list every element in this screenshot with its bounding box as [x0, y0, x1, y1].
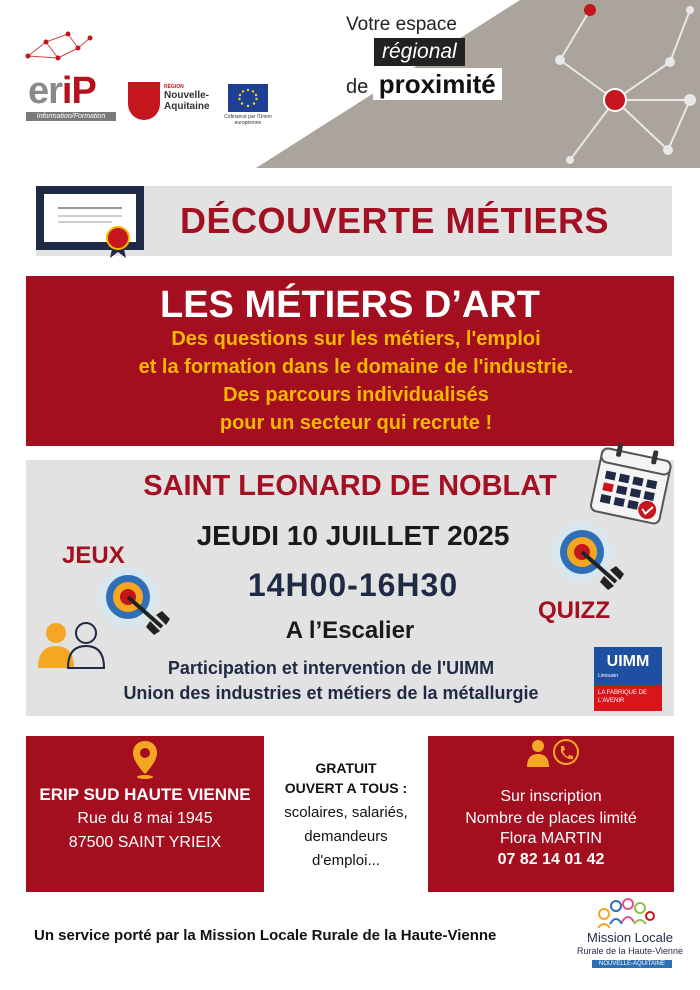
participation-line-2: Union des industries et métiers de la métallurgie [123, 683, 539, 703]
people-group-icon [596, 898, 656, 928]
mission-locale-logo [576, 898, 686, 978]
mission-locale-sub: Rurale de la Haute-Vienne [577, 946, 683, 956]
location-pin-icon [132, 740, 158, 780]
event-time: 14H00-16H30 [247, 567, 459, 603]
main-line-3: Des parcours individualisés [223, 384, 489, 406]
decouverte-title: DÉCOUVERTE MÉTIERS [180, 200, 610, 241]
target-icon [550, 520, 630, 592]
mission-locale-region: NOUVELLE-AQUITAINE [592, 960, 672, 968]
tagline-line-1: Votre espace [346, 14, 457, 35]
phone-contact-icon [526, 738, 582, 768]
region-logo: RÉGION Nouvelle-Aquitaine [128, 82, 216, 122]
jeux-label: JEUX [62, 542, 125, 569]
uimm-logo: UIMM Limousin LA FABRIQUE DE L'AVENIR [594, 647, 662, 711]
event-date: JEUDI 10 JUILLET 2025 [196, 520, 510, 551]
contact-phone[interactable]: 07 82 14 01 42 [497, 851, 605, 868]
tagline-line-2: régional [374, 38, 465, 66]
region-name: Nouvelle-Aquitaine [164, 90, 210, 112]
erip-wordmark: eriP [28, 70, 96, 112]
contact-name: Flora MARTIN [500, 830, 602, 847]
address-title: ERIP SUD HAUTE VIENNE [39, 785, 251, 804]
event-place: A l’Escalier [285, 617, 415, 644]
audience-line-1: scolaires, salariés, [284, 804, 408, 821]
erip-subtitle: Information/Formation [26, 112, 116, 121]
audience-line-3: d'emploi... [312, 852, 380, 869]
main-line-1: Des questions sur les métiers, l'emploi [171, 328, 541, 350]
eu-flag-icon [228, 84, 268, 112]
audience-line-2: demandeurs [304, 828, 388, 845]
tagline-line-3: de proximité [346, 68, 502, 100]
eu-caption: Cofinancé par l'Union européenne [224, 114, 272, 126]
diploma-icon [36, 186, 144, 260]
main-line-2: et la formation dans le domaine de l'industrie. [138, 356, 574, 378]
main-title: LES MÉTIERS D’ART [159, 284, 541, 326]
quizz-label: QUIZZ [538, 597, 610, 624]
free-label: GRATUIT [315, 760, 377, 776]
inscription-text: Sur inscription [500, 788, 602, 805]
footer-text: Un service porté par la Mission Locale Rurale de la Haute-Vienne [34, 927, 497, 944]
region-shield-icon [128, 82, 160, 120]
address-street: Rue du 8 mai 1945 [77, 810, 213, 827]
open-label: OUVERT A TOUS : [284, 780, 408, 796]
mission-locale-name: Mission Locale [587, 930, 673, 945]
address-city: 87500 SAINT YRIEIX [68, 834, 222, 851]
event-city: SAINT LEONARD DE NOBLAT [143, 470, 557, 502]
main-line-4: pour un secteur qui recrute ! [219, 412, 493, 434]
places-text: Nombre de places limité [465, 810, 637, 827]
participation-line-1: Participation et intervention de l'UIMM [167, 658, 495, 678]
calendar-icon [586, 440, 676, 530]
